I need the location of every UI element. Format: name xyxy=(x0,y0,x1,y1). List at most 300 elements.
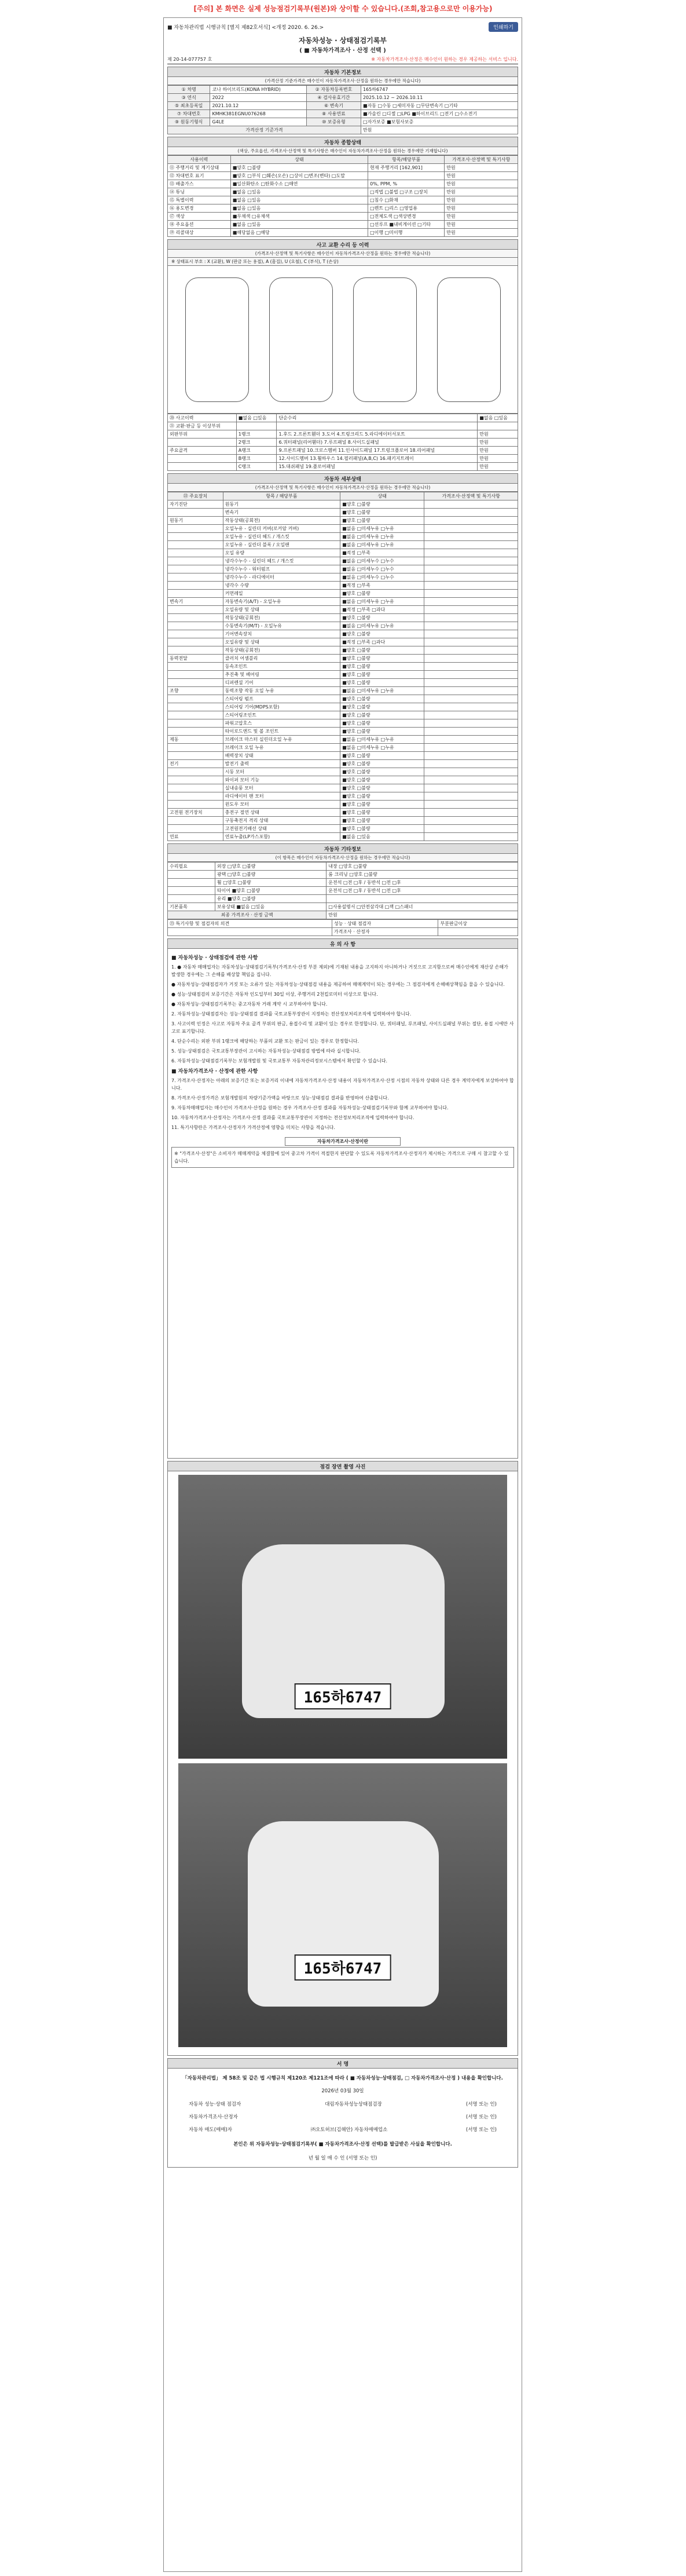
accident-group-cell: 6.쿼터패널(리어휀더) 7.루프패널 8.사이드실패널 xyxy=(277,439,478,447)
opinion-cell xyxy=(168,928,332,936)
etc-cell xyxy=(168,871,215,879)
etc-cell: 타이어 ■양호 □불량 xyxy=(215,887,326,895)
detail-cell xyxy=(168,679,223,687)
basic-row xyxy=(168,102,518,110)
accident-group-cell: 2랭크 xyxy=(236,439,277,447)
status-cell: ■없음 □있음 xyxy=(230,196,368,204)
status-cell: 만원 xyxy=(445,204,518,213)
car-top-view-front xyxy=(269,277,333,402)
accident-cell: ■없음 □있음 xyxy=(236,414,277,422)
detail-cell: ■없음 □미세누유 □누유 xyxy=(340,622,424,630)
detail-price-cell xyxy=(424,825,518,833)
accident-row xyxy=(168,414,518,422)
etc-row xyxy=(168,871,518,879)
basic-value: 2022 xyxy=(210,94,307,102)
detail-cell: ■없음 □미세누유 □누유 xyxy=(340,598,424,606)
remarks-section-2-title: ■ 자동차가격조사 · 산정에 관한 사항 xyxy=(171,1069,258,1075)
signature-cell: (서명 또는 인) xyxy=(465,2127,497,2133)
accident-cell xyxy=(236,422,277,430)
status-cell: 만원 xyxy=(445,164,518,172)
remark-paragraph: ● 자동차성능·상태점검자가 거짓 또는 오류가 있는 자동차성능·상태점검 내용을 제공하여 매매계약이 되는 경우에는 그 점검자에게 손해배상책임을 물을 수 있습니다. xyxy=(171,982,505,987)
opinion-row xyxy=(168,928,518,936)
detail-price-cell xyxy=(424,687,518,695)
status-cell: □렌트 □리스 □영업용 xyxy=(368,204,445,213)
detail-cell: ■없음 □미세누유 □누유 xyxy=(340,541,424,549)
accident-heading: 사고 교환 수리 등 이력 xyxy=(167,239,518,250)
signature-law: 「자동차관리법」 제 58조 및 같은 법 시행규칙 제120조 제121조에 따라 ( ■ 자동차성능·상태점검, □ 자동차가격조사·산정 ) 내용을 확인합니다. xyxy=(182,2076,503,2081)
detail-price-cell xyxy=(424,549,518,557)
detail-cell: ■없음 □미세누유 □누유 xyxy=(340,525,424,533)
status-cell: ⑰ 색상 xyxy=(168,213,231,221)
basic-row xyxy=(168,110,518,118)
detail-cell xyxy=(168,541,223,549)
accident-won: 만원 xyxy=(478,455,518,463)
detail-cell: 추진축 및 베어링 xyxy=(223,671,340,679)
detail-cell: 구동축전지 격리 상태 xyxy=(223,817,340,825)
detail-col: 항목 / 해당부품 xyxy=(223,492,340,500)
detail-price-cell xyxy=(424,517,518,525)
detail-price-cell xyxy=(424,565,518,573)
detail-price-cell xyxy=(424,695,518,703)
status-note: (색상, 주요옵션, 가격조사·산정액 및 특기사항은 매수인이 자동차가격조사·산정을 원하는 경우에만 기재합니다) xyxy=(167,147,518,155)
remark-paragraph: 9. 자동차매매업자는 매수인이 가격조사·산정을 원하는 경우 가격조사·산정 결과를 자동차성능·상태점검기록부와 함께 교부하여야 합니다. xyxy=(171,1105,449,1110)
detail-cell: ■양호 □불량 xyxy=(340,646,424,655)
detail-row xyxy=(168,671,518,679)
detail-row xyxy=(168,549,518,557)
detail-cell xyxy=(168,784,223,792)
detail-cell: 냉각수누수 - 워터펌프 xyxy=(223,565,340,573)
detail-cell xyxy=(168,825,223,833)
detail-price-cell xyxy=(424,614,518,622)
detail-cell: 작동상태(공회전) xyxy=(223,614,340,622)
accident-group-cell: 15.대쉬패널 19.플로어패널 xyxy=(277,463,478,471)
detail-row xyxy=(168,760,518,768)
detail-cell xyxy=(168,590,223,598)
basic-row xyxy=(168,86,518,94)
remark-paragraph: 10. 자동차가격조사·산정자는 가격조사·산정 결과를 국토교통부장관이 지정하는 전산정보처리조직에 입력하여야 합니다. xyxy=(171,1115,414,1120)
detail-row xyxy=(168,565,518,573)
photo-heading: 점검 장면 촬영 사진 xyxy=(167,1461,518,1471)
detail-cell xyxy=(168,557,223,565)
detail-cell xyxy=(168,719,223,728)
signature-row xyxy=(171,2098,514,2110)
price-box-title: 자동차가격조사·산정이란 xyxy=(285,1137,401,1146)
basic-row xyxy=(168,118,518,126)
detail-price-cell xyxy=(424,719,518,728)
opinion-row xyxy=(168,920,518,928)
opinion-cell: 부분판금이상 xyxy=(438,920,518,928)
photo-section xyxy=(167,1471,518,2056)
record-number: 제 20-14-077757 호 xyxy=(167,57,212,62)
detail-cell: ■없음 □미세누유 □누유 xyxy=(340,736,424,744)
detail-price-cell xyxy=(424,736,518,744)
detail-cell: 동력전달 xyxy=(168,655,223,663)
status-cell: 만원 xyxy=(445,172,518,180)
detail-price-cell xyxy=(424,500,518,509)
detail-cell xyxy=(168,663,223,671)
etc-row xyxy=(168,879,518,887)
front-license-plate: 165하6747 xyxy=(295,1683,391,1709)
detail-row xyxy=(168,687,518,695)
print-button[interactable]: 인쇄하기 xyxy=(489,22,518,32)
basic-label: ③ 연식 xyxy=(168,94,210,102)
status-col: 가격조사·산정액 및 특기사항 xyxy=(445,156,518,164)
detail-cell: ■양호 □불량 xyxy=(340,776,424,784)
etc-cell: 휠 □양호 □불량 xyxy=(215,879,326,887)
detail-cell: 와이퍼 모터 기능 xyxy=(223,776,340,784)
detail-cell: 디퍼렌셜 기어 xyxy=(223,679,340,687)
detail-col: ㉒ 주요장치 xyxy=(168,492,223,500)
detail-price-cell xyxy=(424,671,518,679)
detail-row xyxy=(168,736,518,744)
accident-group-cell: A랭크 xyxy=(236,447,277,455)
detail-cell: 자기진단 xyxy=(168,500,223,509)
detail-price-cell xyxy=(424,663,518,671)
detail-price-cell xyxy=(424,760,518,768)
etc-note: (이 항목은 매수인이 자동차가격조사·산정을 원하는 경우에만 적습니다) xyxy=(167,854,518,862)
status-cell: 만원 xyxy=(445,213,518,221)
detail-cell xyxy=(168,801,223,809)
accident-group-cell xyxy=(168,439,237,447)
etc-cell: 외장 □양호 □불량 xyxy=(215,863,326,871)
basic-label: ⑨ 원동기형식 xyxy=(168,118,210,126)
accident-table xyxy=(167,414,518,471)
detail-price-cell xyxy=(424,509,518,517)
detail-price-cell xyxy=(424,752,518,760)
detail-cell: ■양호 □불량 xyxy=(340,655,424,663)
remark-paragraph: ● 성능·상태점검의 보증기간은 자동차 인도일부터 30일 이상, 주행거리 2천킬로미터 이상으로 합니다. xyxy=(171,992,378,997)
status-cell: ■없음 □있음 xyxy=(230,188,368,196)
accident-group-row xyxy=(168,447,518,455)
accident-group-cell: 9.프론트패널 10.크로스멤버 11.인사이드패널 17.트렁크플로어 18.리어패널 xyxy=(277,447,478,455)
detail-row xyxy=(168,533,518,541)
document-subtitle: ( ■ 자동차가격조사 · 산정 선택 ) xyxy=(299,47,386,54)
basic-info-heading: 자동차 기본정보 xyxy=(167,67,518,77)
signature-cell: 자동차가격조사·산정자 xyxy=(189,2114,238,2120)
detail-cell: 냉각수누수 - 실린더 헤드 / 개스킷 xyxy=(223,557,340,565)
detail-cell: 타이로드엔드 및 볼 조인트 xyxy=(223,728,340,736)
detail-row xyxy=(168,695,518,703)
opinion-cell: 성능 · 상태 점검자 xyxy=(332,920,438,928)
car-right-view xyxy=(437,277,501,402)
price-box-text: ※ "가격조사·산정"은 소비자가 매매계약을 체결함에 있어 중고차 가격이 적절한지 판단할 수 있도록 자동차가격조사·산정자가 제시하는 가격으로 구매 시 참고할 수 있습니다. xyxy=(171,1147,514,1168)
accident-group-cell: 외판부위 xyxy=(168,430,237,439)
detail-cell: ■양호 □불량 xyxy=(340,809,424,817)
detail-price-cell xyxy=(424,598,518,606)
etc-cell: □사용설명서 □안전삼각대 □잭 □스패너 xyxy=(327,903,518,911)
remark-paragraph: 4. 단순수리는 외판 부위 1랭크에 해당하는 부품의 교환 또는 판금이 있는 경우로 한정합니다. xyxy=(171,1039,359,1044)
final-price-row xyxy=(168,911,518,919)
detail-cell: ■양호 □불량 xyxy=(340,760,424,768)
detail-cell: ■없음 □미세누수 □누수 xyxy=(340,573,424,582)
status-col: 항목/해당부품 xyxy=(368,156,445,164)
detail-row xyxy=(168,638,518,646)
etc-cell: 수리필요 xyxy=(168,863,215,871)
price-unit: 만원 xyxy=(361,126,518,134)
detail-cell xyxy=(168,622,223,630)
detail-cell: 배력장치 상태 xyxy=(223,752,340,760)
status-cell: 만원 xyxy=(445,196,518,204)
rear-photo xyxy=(178,1763,507,2047)
detail-price-cell xyxy=(424,817,518,825)
detail-row xyxy=(168,784,518,792)
accident-won: 만원 xyxy=(478,439,518,447)
etc-cell: 룸 크리닝 □양호 □불량 xyxy=(327,871,518,879)
detail-cell: ■적정 □부족 xyxy=(340,549,424,557)
detail-cell: ■양호 □불량 xyxy=(340,679,424,687)
detail-cell xyxy=(168,606,223,614)
detail-cell: 자동변속기(A/T) - 오일누유 xyxy=(223,598,340,606)
accident-cell: ㉑ 교환·판금 등 이상부위 xyxy=(168,422,237,430)
status-row xyxy=(168,213,518,221)
accident-group-cell: B랭크 xyxy=(236,455,277,463)
detail-row xyxy=(168,646,518,655)
status-cell: 현재 주행거리 [162,901] xyxy=(368,164,445,172)
detail-price-cell xyxy=(424,582,518,590)
basic-label: ② 자동차등록번호 xyxy=(306,86,361,94)
signature-cell: 대림자동차성능상태점검장 xyxy=(325,2102,382,2107)
detail-row xyxy=(168,728,518,736)
detail-cell: 스티어링 기어(MDPS포함) xyxy=(223,703,340,711)
detail-row xyxy=(168,679,518,687)
detail-cell xyxy=(168,533,223,541)
detail-price-cell xyxy=(424,728,518,736)
status-heading: 자동차 종합상태 xyxy=(167,137,518,147)
detail-cell: 등속조인트 xyxy=(223,663,340,671)
detail-price-cell xyxy=(424,606,518,614)
remark-paragraph: 5. 성능·상태점검은 국토교통부장관이 고시하는 자동차성능·상태점검 방법에 따라 실시합니다. xyxy=(171,1048,361,1054)
detail-cell: ■양호 □불량 xyxy=(340,784,424,792)
basic-value: 165하6747 xyxy=(361,86,518,94)
detail-note: (가격조사·산정액 및 특기사항은 매수인이 자동차가격조사·산정을 원하는 경우에만 적습니다) xyxy=(167,484,518,492)
status-cell xyxy=(368,172,445,180)
detail-row xyxy=(168,809,518,817)
detail-cell: ■양호 □불량 xyxy=(340,509,424,517)
detail-row xyxy=(168,833,518,841)
remark-paragraph: 8. 가격조사·산정가격은 보험개발원의 차량기준가액을 바탕으로 성능·상태점검 결과를 반영하여 산출합니다. xyxy=(171,1095,389,1101)
etc-cell: 내장 □양호 □불량 xyxy=(327,863,518,871)
detail-cell xyxy=(168,703,223,711)
signature-row xyxy=(171,2123,514,2136)
detail-price-cell xyxy=(424,703,518,711)
detail-cell: ■양호 □불량 xyxy=(340,614,424,622)
price-label: 가격산정 기준가격 xyxy=(168,126,361,134)
detail-cell: ■양호 □불량 xyxy=(340,711,424,719)
detail-cell: ■양호 □불량 xyxy=(340,517,424,525)
detail-cell: ■양호 □불량 xyxy=(340,703,424,711)
detail-cell xyxy=(168,549,223,557)
detail-cell: 원동기 xyxy=(168,517,223,525)
status-cell: ■양호 □부식 □훼손(오손) □상이 □변조(변타) □도말 xyxy=(230,172,368,180)
signature-cell: ㈜오토허브(김해안) 자동차매매업소 xyxy=(310,2127,388,2133)
status-cell: ⑯ 용도변경 xyxy=(168,204,231,213)
status-col: 사용이력 xyxy=(168,156,231,164)
detail-row xyxy=(168,598,518,606)
detail-row xyxy=(168,525,518,533)
etc-cell xyxy=(168,895,215,903)
detail-cell: 작동상태(공회전) xyxy=(223,517,340,525)
detail-cell: 냉각수누수 - 라디에이터 xyxy=(223,573,340,582)
detail-row xyxy=(168,655,518,663)
etc-cell: 보유상태 ■없음 □있음 xyxy=(215,903,326,911)
detail-cell: 스티어링조인트 xyxy=(223,711,340,719)
accident-cell xyxy=(277,422,478,430)
status-cell: 0%, PPM, % xyxy=(368,180,445,188)
basic-value: G4LE xyxy=(210,118,307,126)
detail-row xyxy=(168,711,518,719)
detail-row xyxy=(168,557,518,565)
remark-paragraph: 1. ● 자동차 매매업자는 자동차성능·상태점검기록부(가격조사·산정 부분 제외)에 기재된 내용을 고지하지 아니하거나 거짓으로 고지함으로써 매수인에게 재산상 손해가 발생한 경우에는 그 손해를 배상할 책임을 집니다. xyxy=(171,964,508,977)
detail-price-cell xyxy=(424,655,518,663)
detail-cell: 고전원전기배선 상태 xyxy=(223,825,340,833)
remark-paragraph: 7. 가격조사·산정자는 아래의 보증기간 또는 보증거리 이내에 자동차가격조사·산정 내용이 자동차가격조사·산정 시점의 자동차 상태와 다른 경우 계약자에게 보상하여야 합니다. xyxy=(171,1078,514,1091)
detail-cell: 오일누유 - 실린더 헤드 / 개스킷 xyxy=(223,533,340,541)
accident-group-cell: 12.사이드멤버 13.휠하우스 14.필러패널(A,B,C) 16.패키지트레이 xyxy=(277,455,478,463)
detail-cell xyxy=(168,817,223,825)
detail-cell xyxy=(168,573,223,582)
detail-cell: 연료누출(LP가스포함) xyxy=(223,833,340,841)
detail-row xyxy=(168,792,518,801)
detail-cell xyxy=(168,711,223,719)
detail-price-cell xyxy=(424,679,518,687)
detail-price-cell xyxy=(424,590,518,598)
etc-cell xyxy=(168,879,215,887)
status-cell: 만원 xyxy=(445,180,518,188)
detail-cell: 시동 모터 xyxy=(223,768,340,776)
accident-legend: ※ 상태표시 부호 : X (교환), W (판금 또는 용접), A (흠집), U (요철), C (부식), T (손상) xyxy=(167,258,518,266)
status-cell: ⑫ 차대번호 표기 xyxy=(168,172,231,180)
signature-date: 2026년 03월 30일 xyxy=(321,2088,364,2094)
detail-cell: ■양호 □불량 xyxy=(340,671,424,679)
detail-cell: ■양호 □불량 xyxy=(340,825,424,833)
detail-cell: 스티어링 펌프 xyxy=(223,695,340,703)
status-cell: ■양호 □불량 xyxy=(230,164,368,172)
accident-won: 만원 xyxy=(478,463,518,471)
status-row xyxy=(168,229,518,237)
detail-cell: 오일누유 - 실린더 커버(로커암 커버) xyxy=(223,525,340,533)
detail-cell: 동력조향 작동 오일 누유 xyxy=(223,687,340,695)
signature-cell: (서명 또는 인) xyxy=(465,2114,497,2120)
detail-price-cell xyxy=(424,784,518,792)
accident-group-cell xyxy=(168,463,237,471)
status-cell: ⑬ 배출가스 xyxy=(168,180,231,188)
status-cell: ■없음 □있음 xyxy=(230,221,368,229)
notice-banner: [주의] 본 화면은 실제 성능점검기록부(원본)와 상이할 수 있습니다.(조회,참고용으로만 이용가능) xyxy=(193,5,493,13)
car-left-view xyxy=(185,277,249,402)
accident-group-cell: 1.후드 2.프론트휀더 3.도어 4.트렁크리드 5.라디에이터서포트 xyxy=(277,430,478,439)
basic-label: ① 차명 xyxy=(168,86,210,94)
status-cell: □침수 □화재 xyxy=(368,196,445,204)
detail-cell: 연료 xyxy=(168,833,223,841)
etc-cell: 운전석 □전 □후 / 동반석 □전 □후 xyxy=(327,879,518,887)
detail-cell: ■양호 □불량 xyxy=(340,801,424,809)
detail-cell: ■없음 □미세누유 □누유 xyxy=(340,687,424,695)
detail-cell: ■적정 □부족 xyxy=(340,582,424,590)
status-table xyxy=(167,155,518,237)
detail-row xyxy=(168,606,518,614)
detail-row xyxy=(168,719,518,728)
detail-cell: 윈도우 모터 xyxy=(223,801,340,809)
basic-label: ⑧ 사용연료 xyxy=(306,110,361,118)
detail-cell: ■양호 □불량 xyxy=(340,719,424,728)
accident-group-cell: 1랭크 xyxy=(236,430,277,439)
detail-price-cell xyxy=(424,630,518,638)
detail-cell: ■적정 □부족 □과다 xyxy=(340,638,424,646)
accident-cell: ⑳ 사고이력 xyxy=(168,414,237,422)
detail-cell xyxy=(168,646,223,655)
status-cell: ■일산화탄소 □탄화수소 □매연 xyxy=(230,180,368,188)
detail-cell: 수동변속기(M/T) - 오일누유 xyxy=(223,622,340,630)
remark-paragraph: 3. 사고이력 인정은 사고로 자동차 주요 골격 부위의 판금, 용접수리 및 교환이 있는 경우로 한정합니다. 단, 쿼터패널, 루프패널, 사이드실패널 부위는 절단, 용접 시에만 사고로 표기합니다. xyxy=(171,1021,514,1034)
remarks-section-1-title: ■ 자동차성능 · 상태점검에 관한 사항 xyxy=(171,955,258,961)
detail-cell xyxy=(168,509,223,517)
detail-cell xyxy=(168,768,223,776)
remark-paragraph: 2. 자동차성능·상태점검자는 성능·상태점검 결과를 국토교통부장관이 지정하는 전산정보처리조직에 입력하여야 합니다. xyxy=(171,1011,412,1017)
status-cell: ⑪ 주행거리 및 계기상태 xyxy=(168,164,231,172)
basic-value: 2021.10.12 xyxy=(210,102,307,110)
detail-cell: 오일 유량 xyxy=(223,549,340,557)
detail-price-cell xyxy=(424,744,518,752)
detail-price-cell xyxy=(424,792,518,801)
detail-row xyxy=(168,517,518,525)
detail-row xyxy=(168,622,518,630)
rear-license-plate: 165하6747 xyxy=(295,1954,391,1981)
basic-label: ⑩ 보증유형 xyxy=(306,118,361,126)
status-cell: 만원 xyxy=(445,188,518,196)
detail-row xyxy=(168,590,518,598)
detail-row xyxy=(168,614,518,622)
accident-group-cell xyxy=(168,455,237,463)
status-cell: ■없음 □있음 xyxy=(230,204,368,213)
basic-value: KMHK381EGNU076268 xyxy=(210,110,307,118)
etc-cell: 기본품목 xyxy=(168,903,215,911)
remark-paragraph: 6. 자동차성능·상태점검기록부는 보험개발원 및 국토교통부 자동차관리정보시스템에서 확인할 수 있습니다. xyxy=(171,1058,388,1064)
detail-cell: 원동기 xyxy=(223,500,340,509)
detail-price-cell xyxy=(424,809,518,817)
opinion-cell: ㉓ 특기사항 및 점검자의 의견 xyxy=(168,920,332,928)
detail-cell: ■양호 □불량 xyxy=(340,728,424,736)
detail-price-cell xyxy=(424,646,518,655)
detail-cell: ■양호 □불량 xyxy=(340,817,424,825)
etc-row xyxy=(168,887,518,895)
detail-cell: 충전구 절연 상태 xyxy=(223,809,340,817)
detail-cell xyxy=(168,776,223,784)
etc-row xyxy=(168,895,518,903)
detail-price-cell xyxy=(424,573,518,582)
detail-cell: 파워고압호스 xyxy=(223,719,340,728)
inspection-document xyxy=(163,17,522,2572)
status-row xyxy=(168,196,518,204)
status-cell: ⑭ 튜닝 xyxy=(168,188,231,196)
accident-cell: ■없음 □있음 xyxy=(478,414,518,422)
price-row xyxy=(168,126,518,134)
remark-paragraph: 11. 특기사항란은 가격조사·산정자가 가격산정에 영향을 미치는 사항을 적습니다. xyxy=(171,1125,335,1130)
detail-row xyxy=(168,776,518,784)
status-col: 상태 xyxy=(230,156,368,164)
signature-cell: (서명 또는 인) xyxy=(465,2102,497,2107)
detail-price-cell xyxy=(424,801,518,809)
detail-cell: 조향 xyxy=(168,687,223,695)
detail-cell: 라디에이터 팬 모터 xyxy=(223,792,340,801)
etc-cell: 광택 □양호 □불량 xyxy=(215,871,326,879)
detail-cell xyxy=(168,630,223,638)
status-cell: 만원 xyxy=(445,229,518,237)
accident-row xyxy=(168,422,518,430)
detail-price-cell xyxy=(424,776,518,784)
detail-cell: ■양호 □불량 xyxy=(340,663,424,671)
basic-label: ⑥ 변속기 xyxy=(306,102,361,110)
detail-cell: 오일유량 및 상태 xyxy=(223,606,340,614)
